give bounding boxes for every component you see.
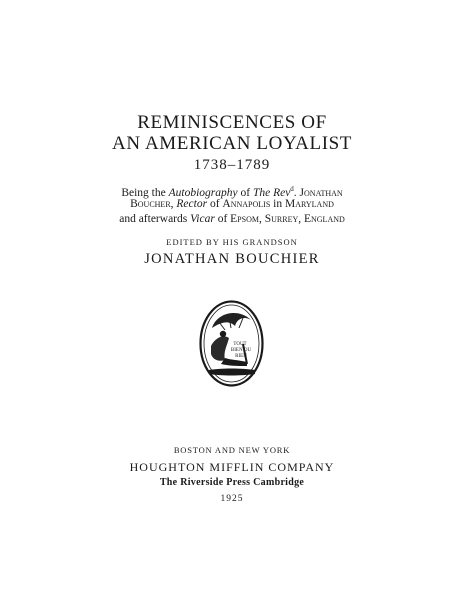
desc-surname: Boucher bbox=[130, 198, 171, 210]
publisher-press: The Riverside Press Cambridge bbox=[159, 477, 305, 488]
description-line-2 bbox=[0, 198, 464, 211]
publisher-cities: BOSTON AND NEW YORK bbox=[173, 445, 291, 455]
desc-text: of bbox=[237, 186, 253, 199]
desc-epsom: Epsom, Surrey, England bbox=[230, 213, 345, 225]
edited-by-line: EDITED BY HIS GRANDSON bbox=[166, 237, 298, 247]
editor-name: JONATHAN BOUCHIER bbox=[144, 251, 320, 267]
desc-first-name: Jonathan bbox=[299, 186, 343, 199]
publisher-name: HOUGHTON MIFFLIN COMPANY bbox=[129, 460, 335, 474]
desc-vicar: Vicar bbox=[190, 213, 215, 225]
desc-text: of bbox=[214, 213, 231, 225]
publisher-device-emblem bbox=[199, 300, 264, 387]
device-motto-2: BIEN OU bbox=[230, 348, 252, 353]
desc-text: and afterwards bbox=[119, 213, 191, 225]
description-line-3 bbox=[0, 213, 464, 226]
device-motto-3: RIEN bbox=[235, 354, 247, 359]
title-line-1: REMINISCENCES OF bbox=[137, 112, 327, 133]
desc-text: of bbox=[207, 198, 223, 210]
desc-rector: Rector bbox=[176, 198, 208, 210]
desc-text: . bbox=[293, 186, 300, 199]
desc-maryland: Maryland bbox=[284, 198, 334, 210]
desc-text: in bbox=[270, 198, 285, 210]
desc-annapolis: Annapolis bbox=[222, 198, 271, 210]
device-motto-1: TOUT bbox=[233, 342, 247, 347]
desc-reverend: The Rev bbox=[252, 186, 291, 199]
desc-autobiography: Autobiography bbox=[168, 186, 238, 199]
desc-text: , bbox=[170, 198, 177, 210]
desc-text: Being the bbox=[121, 186, 169, 199]
publication-year: 1925 bbox=[220, 494, 244, 504]
years-range: 1738–1789 bbox=[193, 157, 271, 173]
desc-reverend-sup: d bbox=[290, 185, 294, 193]
title-line-2: AN AMERICAN LOYALIST bbox=[112, 133, 352, 154]
